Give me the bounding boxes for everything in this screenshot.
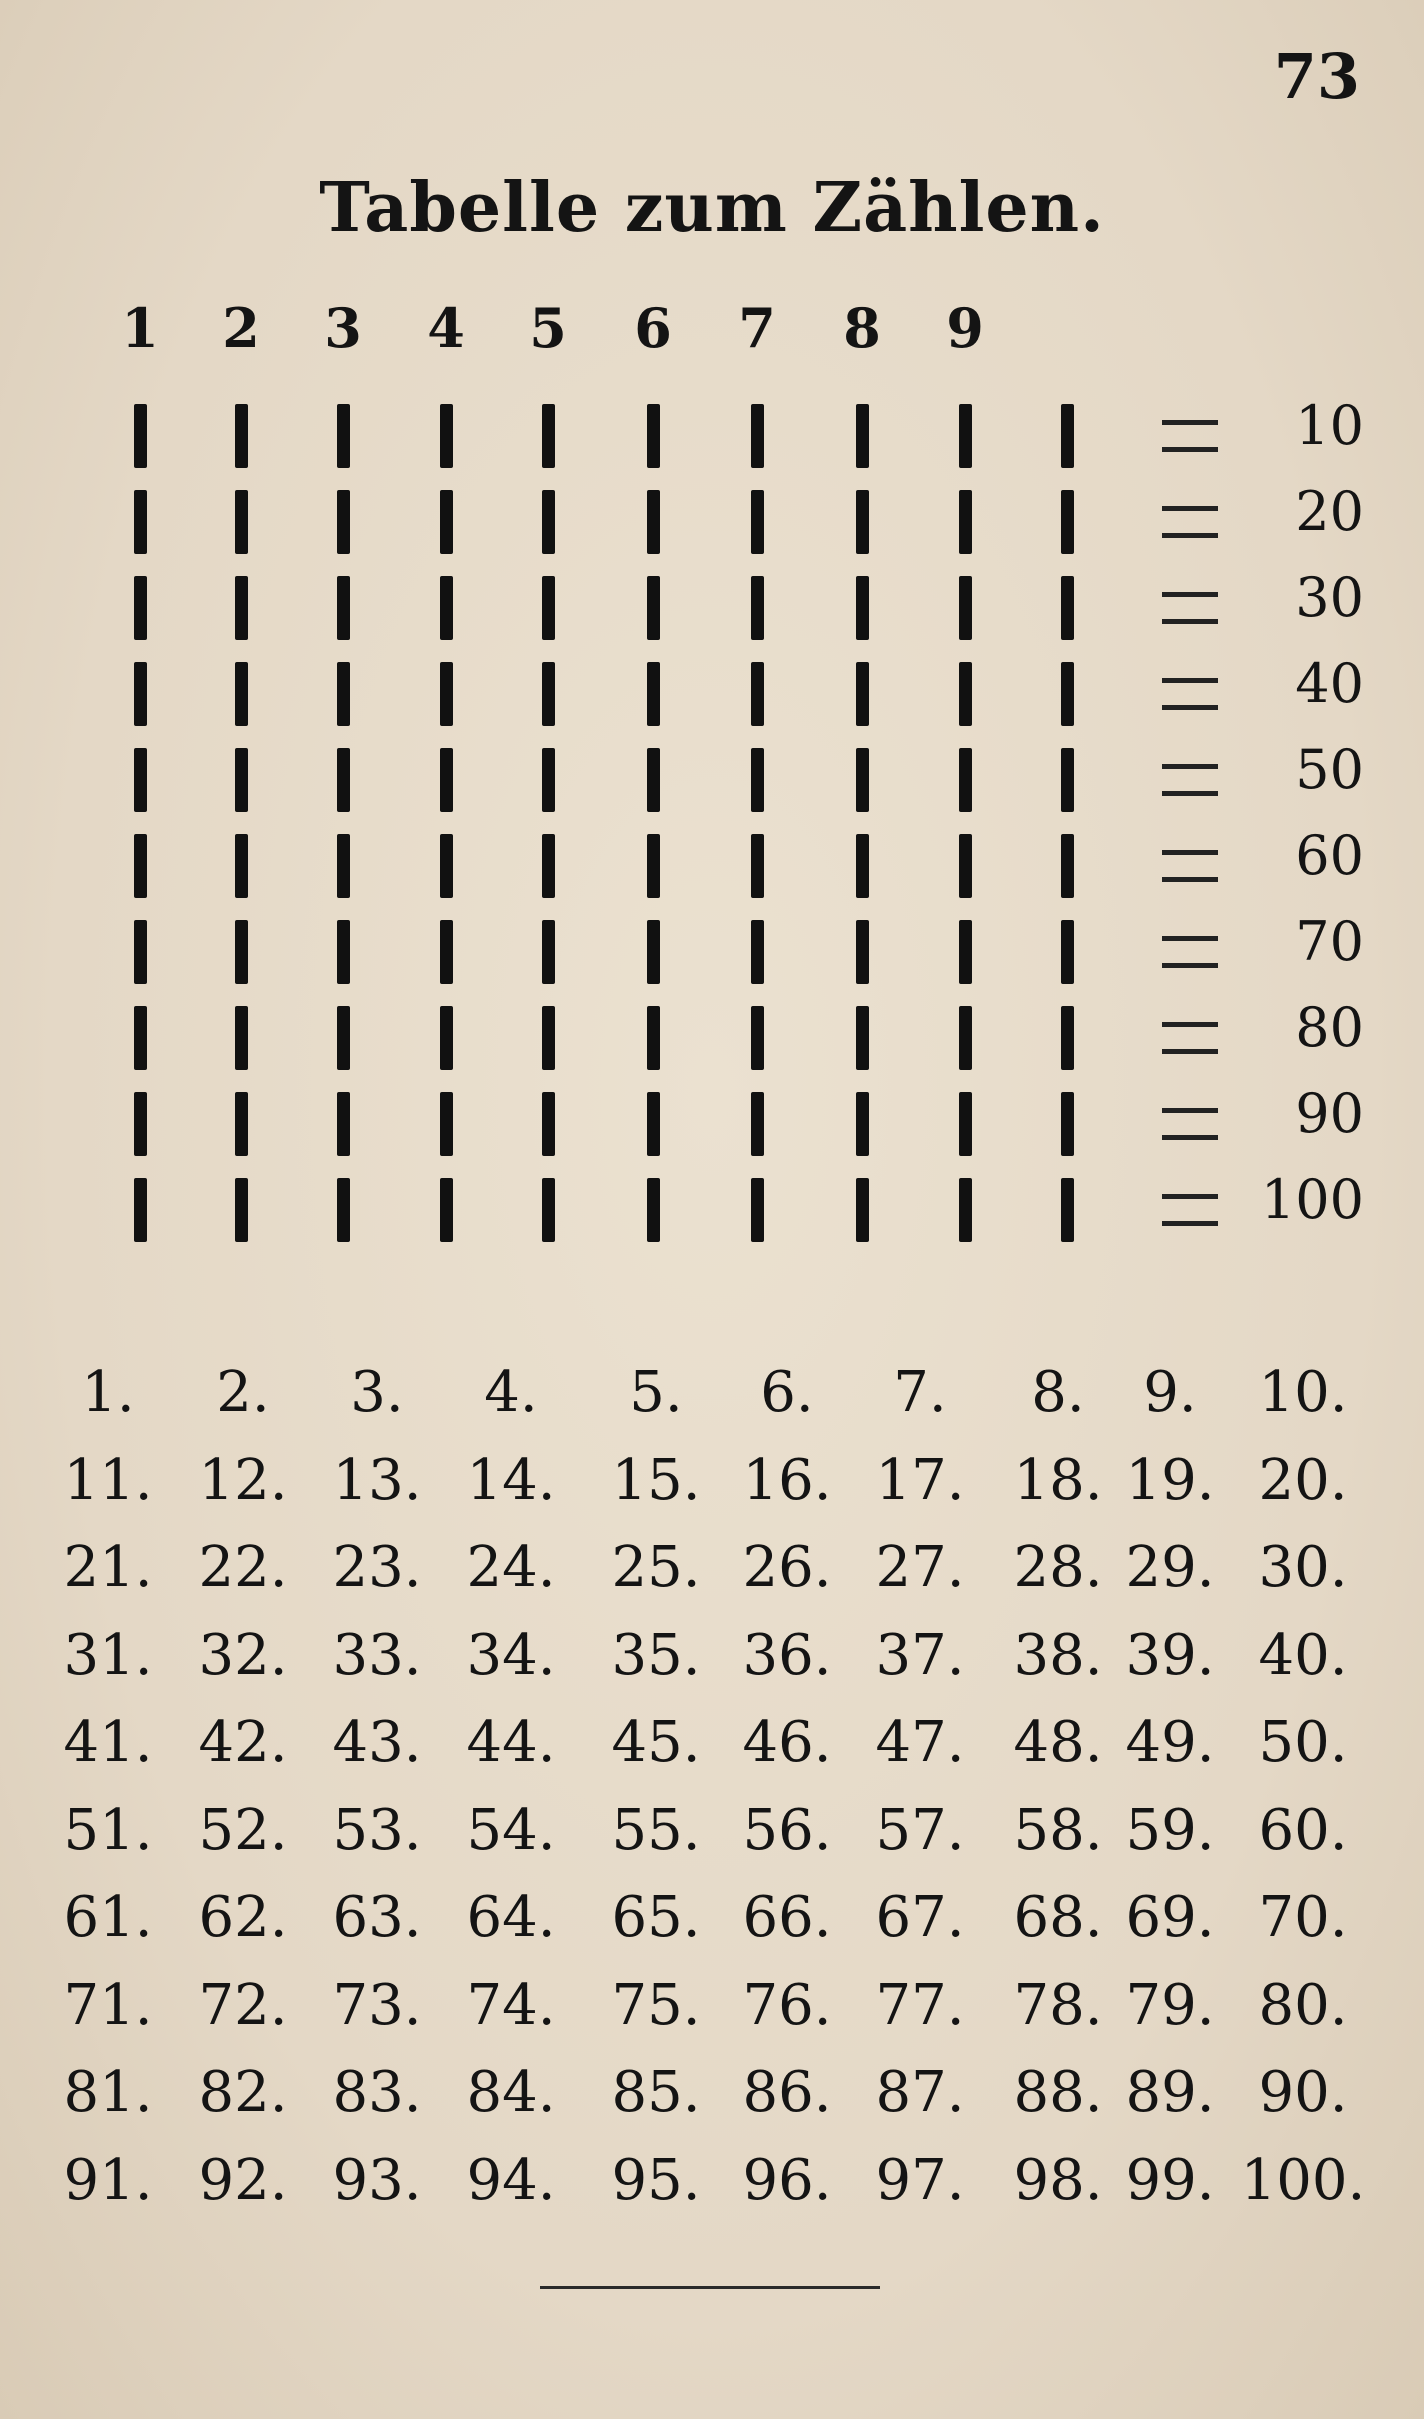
number-cell: 2. — [216, 1360, 270, 1425]
tally-row-total: 10 — [1295, 394, 1364, 457]
tally-stroke — [337, 920, 350, 984]
number-cell: 4. — [484, 1360, 538, 1425]
tally-stroke — [751, 490, 764, 554]
tally-stroke — [542, 1092, 555, 1156]
tally-stroke — [959, 1092, 972, 1156]
tally-stroke — [235, 1006, 248, 1070]
number-cell: 15. — [611, 1447, 701, 1513]
number-cell: 68. — [1013, 1885, 1103, 1950]
tally-stroke — [337, 1006, 350, 1070]
number-cell: 34. — [466, 1622, 556, 1688]
number-cell: 83. — [332, 2060, 422, 2125]
tally-stroke — [235, 404, 248, 468]
column-header: 3 — [324, 296, 362, 360]
number-cell: 8. — [1031, 1360, 1085, 1425]
tally-stroke — [440, 1006, 453, 1070]
tally-stroke — [134, 1178, 147, 1242]
number-cell: 96. — [742, 2147, 832, 2213]
tally-row-total: 40 — [1295, 652, 1364, 715]
number-cell: 69. — [1125, 1885, 1215, 1950]
number-cell: 77. — [875, 1972, 965, 2038]
tally-stroke — [337, 1178, 350, 1242]
tally-stroke — [440, 834, 453, 898]
tally-stroke — [751, 1178, 764, 1242]
tally-stroke — [959, 662, 972, 726]
equals-sign — [1162, 1108, 1218, 1140]
tally-stroke — [1061, 404, 1074, 468]
number-cell: 65. — [611, 1885, 701, 1950]
number-cell: 26. — [742, 1535, 832, 1600]
number-cell: 31. — [63, 1622, 153, 1688]
number-cell: 35. — [611, 1622, 701, 1688]
number-cell: 95. — [611, 2147, 701, 2213]
tally-stroke — [235, 920, 248, 984]
number-cell: 1. — [81, 1360, 135, 1425]
number-cell: 99. — [1125, 2147, 1215, 2213]
tally-stroke — [751, 748, 764, 812]
number-cell: 44. — [466, 1710, 556, 1775]
tally-stroke — [235, 576, 248, 640]
number-cell: 91. — [63, 2147, 153, 2213]
tally-stroke — [959, 920, 972, 984]
tally-stroke — [542, 662, 555, 726]
number-cell: 100. — [1240, 2147, 1366, 2213]
number-cell: 16. — [742, 1447, 832, 1513]
tally-table — [0, 390, 1424, 1270]
number-cell: 9. — [1143, 1360, 1197, 1425]
number-cell: 60. — [1258, 1797, 1348, 1863]
tally-stroke — [337, 490, 350, 554]
tally-stroke — [337, 1092, 350, 1156]
number-cell: 3. — [350, 1360, 404, 1425]
number-cell: 70. — [1258, 1885, 1348, 1950]
tally-stroke — [440, 920, 453, 984]
equals-sign — [1162, 764, 1218, 796]
tally-row-total: 20 — [1295, 480, 1364, 543]
number-cell: 43. — [332, 1710, 422, 1775]
tally-stroke — [751, 662, 764, 726]
number-cell: 48. — [1013, 1710, 1103, 1775]
number-cell: 74. — [466, 1972, 556, 2038]
number-cell: 55. — [611, 1797, 701, 1863]
tally-stroke — [959, 1006, 972, 1070]
tally-row-total: 60 — [1295, 824, 1364, 887]
number-cell: 21. — [63, 1535, 153, 1600]
tally-stroke — [337, 662, 350, 726]
tally-stroke — [134, 662, 147, 726]
number-cell: 62. — [198, 1885, 288, 1950]
number-cell: 56. — [742, 1797, 832, 1863]
equals-sign — [1162, 850, 1218, 882]
tally-stroke — [647, 834, 660, 898]
tally-stroke — [542, 748, 555, 812]
number-cell: 45. — [611, 1710, 701, 1775]
number-cell: 12. — [198, 1447, 288, 1513]
tally-stroke — [134, 748, 147, 812]
number-cell: 24. — [466, 1535, 556, 1600]
equals-sign — [1162, 1194, 1218, 1226]
number-cell: 14. — [466, 1447, 556, 1513]
tally-stroke — [1061, 1006, 1074, 1070]
tally-stroke — [751, 834, 764, 898]
number-cell: 13. — [332, 1447, 422, 1513]
number-cell: 73. — [332, 1972, 422, 2038]
column-header: 1 — [121, 296, 159, 360]
equals-sign — [1162, 678, 1218, 710]
tally-stroke — [959, 834, 972, 898]
tally-stroke — [337, 576, 350, 640]
tally-stroke — [235, 662, 248, 726]
tally-row-total: 30 — [1295, 566, 1364, 629]
equals-sign — [1162, 420, 1218, 452]
number-cell: 88. — [1013, 2060, 1103, 2125]
number-cell: 57. — [875, 1797, 965, 1863]
tally-stroke — [134, 576, 147, 640]
tally-stroke — [440, 576, 453, 640]
number-cell: 42. — [198, 1710, 288, 1775]
equals-sign — [1162, 1022, 1218, 1054]
number-cell: 87. — [875, 2060, 965, 2125]
number-cell: 97. — [875, 2147, 965, 2213]
tally-stroke — [440, 662, 453, 726]
tally-stroke — [647, 1006, 660, 1070]
tally-stroke — [856, 662, 869, 726]
tally-stroke — [959, 748, 972, 812]
number-cell: 89. — [1125, 2060, 1215, 2125]
number-cell: 36. — [742, 1622, 832, 1688]
tally-stroke — [235, 490, 248, 554]
tally-stroke — [440, 1178, 453, 1242]
tally-stroke — [647, 662, 660, 726]
tally-stroke — [647, 576, 660, 640]
equals-sign — [1162, 506, 1218, 538]
page-number: 73 — [1273, 40, 1360, 113]
tally-stroke — [1061, 1178, 1074, 1242]
number-cell: 27. — [875, 1535, 965, 1600]
column-header: 5 — [529, 296, 567, 360]
tally-stroke — [959, 490, 972, 554]
number-cell: 28. — [1013, 1535, 1103, 1600]
number-cell: 98. — [1013, 2147, 1103, 2213]
tally-stroke — [959, 404, 972, 468]
tally-stroke — [856, 748, 869, 812]
tally-stroke — [856, 1006, 869, 1070]
number-cell: 25. — [611, 1535, 701, 1600]
tally-stroke — [647, 748, 660, 812]
number-cell: 30. — [1258, 1535, 1348, 1600]
tally-stroke — [856, 1178, 869, 1242]
page-title: Tabelle zum Zählen. — [319, 168, 1105, 248]
number-cell: 93. — [332, 2147, 422, 2213]
number-cell: 92. — [198, 2147, 288, 2213]
number-cell: 32. — [198, 1622, 288, 1688]
tally-stroke — [647, 404, 660, 468]
number-cell: 82. — [198, 2060, 288, 2125]
number-cell: 50. — [1258, 1710, 1348, 1775]
number-cell: 33. — [332, 1622, 422, 1688]
number-cell: 84. — [466, 2060, 556, 2125]
number-cell: 49. — [1125, 1710, 1215, 1775]
number-cell: 29. — [1125, 1535, 1215, 1600]
tally-stroke — [959, 576, 972, 640]
tally-stroke — [1061, 662, 1074, 726]
number-cell: 18. — [1013, 1447, 1103, 1513]
number-cell: 71. — [63, 1972, 153, 2038]
tally-stroke — [134, 1092, 147, 1156]
tally-row-total: 90 — [1295, 1082, 1364, 1145]
number-cell: 66. — [742, 1885, 832, 1950]
number-cell: 79. — [1125, 1972, 1215, 2038]
tally-stroke — [751, 576, 764, 640]
number-cell: 39. — [1125, 1622, 1215, 1688]
tally-row-total: 50 — [1295, 738, 1364, 801]
equals-sign — [1162, 936, 1218, 968]
tally-stroke — [647, 1178, 660, 1242]
tally-stroke — [337, 404, 350, 468]
tally-stroke — [337, 834, 350, 898]
tally-stroke — [856, 490, 869, 554]
number-cell: 47. — [875, 1710, 965, 1775]
number-cell: 75. — [611, 1972, 701, 2038]
column-header: 4 — [427, 296, 465, 360]
number-cell: 7. — [893, 1360, 947, 1425]
tally-stroke — [751, 920, 764, 984]
column-header: 9 — [946, 296, 984, 360]
tally-row-total: 70 — [1295, 910, 1364, 973]
number-cell: 59. — [1125, 1797, 1215, 1863]
column-header: 2 — [222, 296, 260, 360]
tally-stroke — [542, 1006, 555, 1070]
tally-stroke — [542, 490, 555, 554]
tally-stroke — [235, 1092, 248, 1156]
number-cell: 41. — [63, 1710, 153, 1775]
tally-stroke — [1061, 490, 1074, 554]
tally-stroke — [751, 1006, 764, 1070]
number-cell: 76. — [742, 1972, 832, 2038]
tally-stroke — [1061, 576, 1074, 640]
column-header: 7 — [738, 296, 776, 360]
tally-stroke — [1061, 920, 1074, 984]
number-cell: 64. — [466, 1885, 556, 1950]
number-cell: 81. — [63, 2060, 153, 2125]
tally-stroke — [542, 920, 555, 984]
tally-row-total: 80 — [1295, 996, 1364, 1059]
number-cell: 37. — [875, 1622, 965, 1688]
column-header: 6 — [634, 296, 672, 360]
number-cell: 51. — [63, 1797, 153, 1863]
number-cell: 38. — [1013, 1622, 1103, 1688]
number-grid — [0, 1360, 1424, 2240]
tally-stroke — [134, 404, 147, 468]
tally-stroke — [235, 834, 248, 898]
number-cell: 19. — [1125, 1447, 1215, 1513]
tally-stroke — [959, 1178, 972, 1242]
number-cell: 11. — [63, 1447, 153, 1513]
tally-stroke — [440, 490, 453, 554]
tally-stroke — [134, 1006, 147, 1070]
tally-stroke — [440, 404, 453, 468]
number-cell: 5. — [629, 1360, 683, 1425]
tally-stroke — [235, 1178, 248, 1242]
tally-stroke — [647, 490, 660, 554]
number-cell: 20. — [1258, 1447, 1348, 1513]
closing-rule — [540, 2286, 880, 2289]
tally-stroke — [856, 1092, 869, 1156]
number-cell: 40. — [1258, 1622, 1348, 1688]
tally-column-headers — [0, 296, 1424, 376]
number-cell: 46. — [742, 1710, 832, 1775]
tally-stroke — [134, 920, 147, 984]
number-cell: 80. — [1258, 1972, 1348, 2038]
number-cell: 54. — [466, 1797, 556, 1863]
number-cell: 10. — [1258, 1360, 1348, 1425]
tally-stroke — [440, 1092, 453, 1156]
number-cell: 6. — [760, 1360, 814, 1425]
number-cell: 85. — [611, 2060, 701, 2125]
tally-stroke — [856, 576, 869, 640]
number-cell: 67. — [875, 1885, 965, 1950]
tally-stroke — [647, 1092, 660, 1156]
tally-row-total: 100 — [1260, 1168, 1364, 1231]
number-cell: 61. — [63, 1885, 153, 1950]
number-cell: 53. — [332, 1797, 422, 1863]
tally-stroke — [134, 834, 147, 898]
number-cell: 90. — [1258, 2060, 1348, 2125]
tally-stroke — [647, 920, 660, 984]
number-cell: 22. — [198, 1535, 288, 1600]
tally-stroke — [542, 404, 555, 468]
tally-stroke — [1061, 1092, 1074, 1156]
tally-stroke — [751, 404, 764, 468]
tally-stroke — [134, 490, 147, 554]
number-cell: 58. — [1013, 1797, 1103, 1863]
tally-stroke — [1061, 748, 1074, 812]
number-cell: 72. — [198, 1972, 288, 2038]
number-cell: 52. — [198, 1797, 288, 1863]
tally-stroke — [337, 748, 350, 812]
tally-stroke — [1061, 834, 1074, 898]
tally-stroke — [542, 834, 555, 898]
number-cell: 17. — [875, 1447, 965, 1513]
number-cell: 23. — [332, 1535, 422, 1600]
tally-stroke — [856, 834, 869, 898]
tally-stroke — [440, 748, 453, 812]
tally-stroke — [856, 920, 869, 984]
number-cell: 86. — [742, 2060, 832, 2125]
tally-stroke — [856, 404, 869, 468]
column-header: 8 — [843, 296, 881, 360]
number-cell: 94. — [466, 2147, 556, 2213]
number-cell: 78. — [1013, 1972, 1103, 2038]
equals-sign — [1162, 592, 1218, 624]
tally-stroke — [235, 748, 248, 812]
tally-stroke — [542, 576, 555, 640]
tally-stroke — [542, 1178, 555, 1242]
number-cell: 63. — [332, 1885, 422, 1950]
tally-stroke — [751, 1092, 764, 1156]
